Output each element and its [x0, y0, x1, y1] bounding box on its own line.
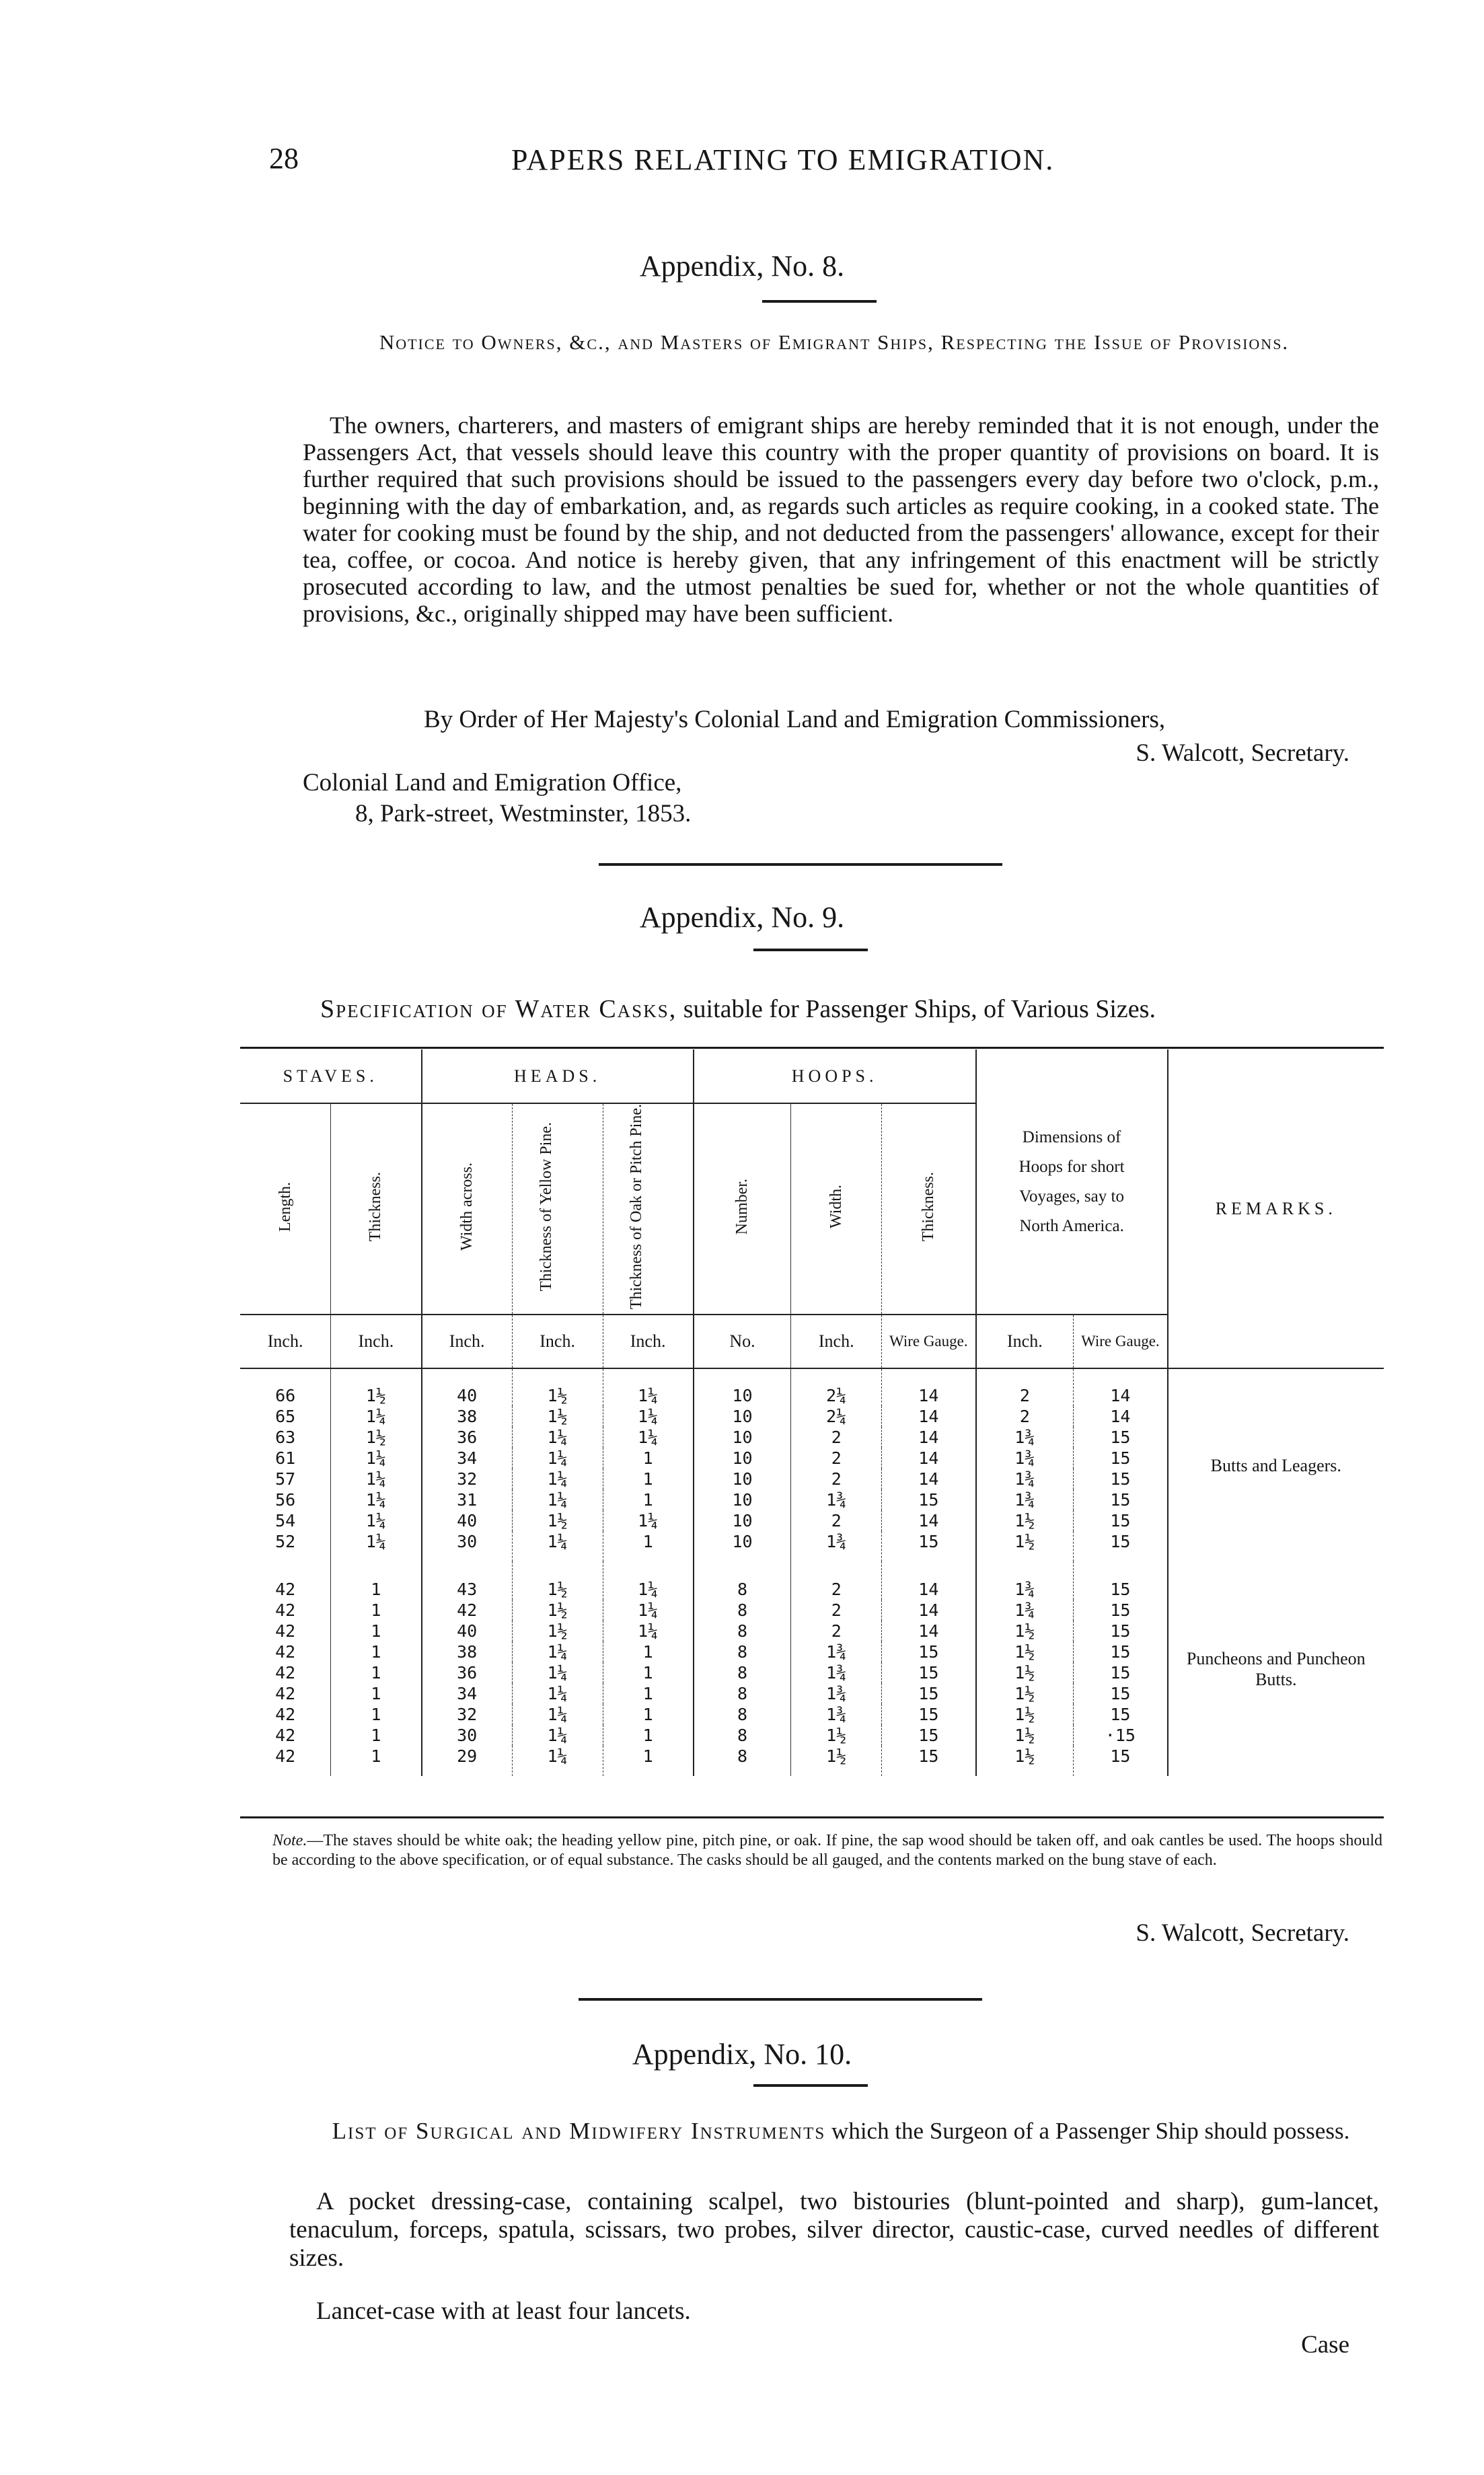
appendix-9-title-caps: Specification of Water Casks,	[320, 995, 677, 1023]
table-cell: 1	[603, 1469, 694, 1489]
table-cell: 1¾	[791, 1641, 882, 1662]
table-cell: 8	[694, 1621, 791, 1641]
table-cell: 1½	[976, 1746, 1074, 1776]
table-cell: 1¼	[512, 1427, 603, 1448]
table-cell: 56	[240, 1489, 331, 1510]
table-cell: 2	[791, 1510, 882, 1531]
table-cell: 1¼	[512, 1704, 603, 1725]
table-cell: 14	[882, 1368, 976, 1406]
table-cell: 15	[1074, 1448, 1168, 1469]
section-divider-1	[599, 863, 1002, 866]
table-cell: 1½	[512, 1600, 603, 1621]
table-cell: 38	[422, 1641, 513, 1662]
table-cell: 1	[603, 1662, 694, 1683]
table-cell: 1¼	[603, 1561, 694, 1600]
table-cell: 8	[694, 1600, 791, 1621]
table-cell: 1½	[512, 1510, 603, 1531]
table-cell: 10	[694, 1406, 791, 1427]
remark-cell: Butts and Leagers.	[1168, 1368, 1384, 1561]
table-cell: 57	[240, 1469, 331, 1489]
table-cell: 1½	[512, 1368, 603, 1406]
unit-cell: No.	[694, 1315, 791, 1368]
table-cell: 1¼	[603, 1621, 694, 1641]
appendix-9-heading: Appendix, No. 9.	[639, 901, 845, 934]
group-remarks: REMARKS.	[1215, 1198, 1337, 1218]
col-thickness-oak: Thickness of Oak or Pitch Pine.	[628, 1104, 646, 1310]
table-cell: 14	[1074, 1368, 1168, 1406]
table-cell: 8	[694, 1704, 791, 1725]
table-cell: 1	[603, 1641, 694, 1662]
table-cell: 2	[791, 1600, 882, 1621]
table-cell: 1¾	[791, 1662, 882, 1683]
water-casks-table	[240, 1049, 1384, 1776]
table-cell: 8	[694, 1641, 791, 1662]
table-cell: 15	[882, 1531, 976, 1561]
remark-cell: Puncheons and Puncheon Butts.	[1168, 1561, 1384, 1776]
table-cell: 8	[694, 1725, 791, 1746]
appendix-9-title-rest: suitable for Passenger Ships, of Various Sizes.	[677, 995, 1156, 1023]
table-cell: 1½	[976, 1704, 1074, 1725]
table-cell: 8	[694, 1662, 791, 1683]
table-cell: 15	[1074, 1746, 1168, 1776]
table-cell: 1	[331, 1561, 422, 1600]
table-cell: 1¾	[791, 1489, 882, 1510]
table-cell: 10	[694, 1469, 791, 1489]
table-cell: 1	[603, 1448, 694, 1469]
table-row	[240, 1368, 1384, 1406]
table-cell: 1¼	[512, 1469, 603, 1489]
table-cell: 1¼	[331, 1489, 422, 1510]
table-cell: 10	[694, 1510, 791, 1531]
catchword: Case	[1301, 2331, 1349, 2359]
note-label: Note.	[272, 1832, 307, 1849]
table-cell: 1	[331, 1746, 422, 1776]
table-cell: 31	[422, 1489, 513, 1510]
table-cell: 40	[422, 1368, 513, 1406]
table-cell: 1	[331, 1662, 422, 1683]
table-cell: 30	[422, 1725, 513, 1746]
appendix-10-paragraph-2: Lancet-case with at least four lancets.	[316, 2297, 691, 2325]
table-cell: 2	[791, 1427, 882, 1448]
table-cell: 2¼	[791, 1406, 882, 1427]
unit-cell: Inch.	[791, 1315, 882, 1368]
table-cell: 1¼	[331, 1406, 422, 1427]
table-cell: 1¼	[603, 1510, 694, 1531]
appendix-9-signature: S. Walcott, Secretary.	[1136, 1919, 1349, 1947]
group-dimensions: Dimensions of Hoops for short Voyages, say to North America.	[976, 1049, 1168, 1315]
table-cell: 2	[976, 1368, 1074, 1406]
table-cell: 1½	[976, 1621, 1074, 1641]
table-cell: 1¾	[976, 1600, 1074, 1621]
table-cell: 32	[422, 1704, 513, 1725]
table-cell: 1	[603, 1725, 694, 1746]
table-cell: 8	[694, 1561, 791, 1600]
table-cell: 1½	[976, 1510, 1074, 1531]
table-cell: 15	[882, 1704, 976, 1725]
butts-leagers-rows	[240, 1368, 1384, 1561]
note-text: —The staves should be white oak; the heading yellow pine, pitch pine, or oak. If pine, the sap wood should be taken off, and oak cantles be used. The hoops should be according to the above specification, or of equal substance. The casks should be all gauged, and the contents marked on the bung stave of each.	[272, 1832, 1382, 1869]
table-cell: 36	[422, 1662, 513, 1683]
table-cell: 1¼	[512, 1489, 603, 1510]
table-cell: 1¼	[331, 1531, 422, 1561]
appendix-10-heading: Appendix, No. 10.	[632, 2038, 852, 2071]
table-cell: 15	[1074, 1510, 1168, 1531]
table-cell: 1¼	[512, 1662, 603, 1683]
col-width-across: Width across.	[457, 1162, 476, 1251]
table-cell: 14	[882, 1600, 976, 1621]
table-cell: 65	[240, 1406, 331, 1427]
running-title: PAPERS RELATING TO EMIGRATION.	[511, 143, 1055, 176]
table-top-rule	[240, 1047, 1384, 1049]
table-cell: 61	[240, 1448, 331, 1469]
unit-cell: Inch.	[603, 1315, 694, 1368]
table-cell: 1¾	[976, 1427, 1074, 1448]
table-cell: 2	[791, 1621, 882, 1641]
table-cell: 1¾	[976, 1469, 1074, 1489]
table-cell: 42	[240, 1725, 331, 1746]
table-cell: 14	[1074, 1406, 1168, 1427]
table-cell: 66	[240, 1368, 331, 1406]
table-cell: 2	[791, 1469, 882, 1489]
table-cell: 2	[976, 1406, 1074, 1427]
table-cell: 10	[694, 1427, 791, 1448]
table-cell: 1	[331, 1600, 422, 1621]
table-cell: 1½	[512, 1406, 603, 1427]
appendix-8-heading-rule	[762, 300, 877, 303]
table-cell: 10	[694, 1368, 791, 1406]
table-cell: 52	[240, 1531, 331, 1561]
table-cell: 8	[694, 1746, 791, 1776]
table-cell: 1	[603, 1489, 694, 1510]
appendix-8-order-line: By Order of Her Majesty's Colonial Land and Emigration Commissioners,	[424, 706, 1166, 733]
table-cell: 32	[422, 1469, 513, 1489]
table-cell: 42	[240, 1561, 331, 1600]
table-cell: 1¼	[512, 1725, 603, 1746]
table-cell: 1¾	[791, 1704, 882, 1725]
table-cell: 1¾	[976, 1561, 1074, 1600]
table-cell: 1¼	[512, 1746, 603, 1776]
col-hoop-width: Width.	[827, 1185, 845, 1229]
appendix-8-signature: S. Walcott, Secretary.	[1136, 739, 1349, 767]
table-cell: 8	[694, 1683, 791, 1704]
table-cell: 40	[422, 1510, 513, 1531]
table-cell: 15	[882, 1641, 976, 1662]
table-cell: 2¼	[791, 1368, 882, 1406]
table-cell: 15	[882, 1683, 976, 1704]
table-cell: 42	[240, 1704, 331, 1725]
table-cell: 1½	[976, 1725, 1074, 1746]
table-cell: 15	[1074, 1561, 1168, 1600]
table-cell: 14	[882, 1510, 976, 1531]
table-cell: 1	[603, 1531, 694, 1561]
table-cell: 1¼	[603, 1406, 694, 1427]
table-cell: 1¾	[791, 1683, 882, 1704]
table-cell: 14	[882, 1448, 976, 1469]
appendix-9-title	[320, 994, 1156, 1024]
appendix-10-title	[289, 2118, 1393, 2145]
unit-cell: Wire Gauge.	[882, 1315, 976, 1368]
unit-cell: Inch.	[422, 1315, 513, 1368]
table-cell: 1½	[331, 1368, 422, 1406]
table-cell: 14	[882, 1561, 976, 1600]
unit-cell: Inch.	[240, 1315, 331, 1368]
table-cell: 1¼	[512, 1641, 603, 1662]
table-cell: 15	[1074, 1531, 1168, 1561]
table-cell: 1½	[512, 1621, 603, 1641]
col-thickness-yellow-pine: Thickness of Yellow Pine.	[537, 1121, 555, 1292]
table-cell: 1½	[512, 1561, 603, 1600]
table-cell: 1½	[791, 1746, 882, 1776]
table-cell: 1½	[976, 1531, 1074, 1561]
table-cell: 1	[603, 1746, 694, 1776]
section-divider-2	[579, 1998, 982, 2001]
table-cell: 34	[422, 1448, 513, 1469]
table-cell: 1	[603, 1683, 694, 1704]
table-cell: 15	[1074, 1662, 1168, 1683]
table-cell: 29	[422, 1746, 513, 1776]
table-cell: 1¾	[976, 1448, 1074, 1469]
table-cell: 1¼	[331, 1469, 422, 1489]
table-cell: 1¼	[512, 1531, 603, 1561]
table-cell: 1¾	[976, 1489, 1074, 1510]
table-cell: 2	[791, 1561, 882, 1600]
table-cell: 15	[882, 1489, 976, 1510]
table-cell: 30	[422, 1531, 513, 1561]
table-cell: 1	[603, 1704, 694, 1725]
table-cell: 1¾	[791, 1531, 882, 1561]
table-cell: 1¼	[603, 1600, 694, 1621]
appendix-10-paragraph-1: A pocket dressing-case, containing scalpel, two bistouries (blunt-pointed and sharp), gum-lancet, tenaculum, forceps, spatula, scissars, two probes, silver director, caustic-case, curved needles of different sizes.	[289, 2188, 1379, 2272]
table-cell: 1¼	[603, 1427, 694, 1448]
page-number: 28	[269, 142, 299, 175]
table-cell: 14	[882, 1406, 976, 1427]
table-cell: 1¼	[331, 1510, 422, 1531]
table-cell: 15	[1074, 1489, 1168, 1510]
puncheon-rows	[240, 1561, 1384, 1776]
table-cell: 42	[240, 1662, 331, 1683]
table-cell: 54	[240, 1510, 331, 1531]
table-cell: 1¼	[512, 1683, 603, 1704]
col-length: Length.	[276, 1181, 294, 1232]
table-cell: 15	[882, 1662, 976, 1683]
table-cell: 1¼	[331, 1448, 422, 1469]
table-cell: 1	[331, 1641, 422, 1662]
appendix-10-title-rest: which the Surgeon of a Passenger Ship should possess.	[825, 2118, 1350, 2144]
table-row	[240, 1561, 1384, 1600]
table-cell: 15	[1074, 1704, 1168, 1725]
table-cell: 1¼	[512, 1448, 603, 1469]
table-cell: 42	[240, 1600, 331, 1621]
unit-cell: Wire Gauge.	[1074, 1315, 1168, 1368]
table-cell: 1¼	[603, 1368, 694, 1406]
table-cell: 15	[1074, 1621, 1168, 1641]
table-cell: 15	[882, 1746, 976, 1776]
table-cell: 14	[882, 1621, 976, 1641]
table-cell: 36	[422, 1427, 513, 1448]
group-heads: HEADS.	[422, 1049, 694, 1103]
table-cell: 1	[331, 1621, 422, 1641]
table-cell: 63	[240, 1427, 331, 1448]
table-cell: 15	[1074, 1641, 1168, 1662]
table-cell: 1	[331, 1683, 422, 1704]
table-cell: 10	[694, 1448, 791, 1469]
appendix-8-title: Notice to Owners, &c., and Masters of Emigrant Ships, Respecting the Issue of Provisions.	[379, 330, 1290, 354]
unit-cell: Inch.	[331, 1315, 422, 1368]
table-cell: 1½	[976, 1683, 1074, 1704]
table-cell: 15	[1074, 1427, 1168, 1448]
col-hoop-thickness: Thickness.	[919, 1171, 937, 1242]
group-hoops: HOOPS.	[694, 1049, 976, 1103]
unit-cell: Inch.	[976, 1315, 1074, 1368]
col-stave-thickness: Thickness.	[367, 1171, 385, 1242]
appendix-8-body: The owners, charterers, and masters of emigrant ships are hereby reminded that it is not enough, under the Passengers Act, that vessels should leave this country with the proper quantity of provisions on board. It is further required that such provisions should be issued to the passengers every day before two o'clock, p.m., beginning with the day of embarkation, and, as regards such articles as require cooking, in a cooked state. The water for cooking must be found by the ship, and not deducted from the passengers' allowance, except for their tea, coffee, or cocoa. And notice is hereby given, that any infringement of this enactment will be strictly prosecuted according to law, and the utmost penalties be sued for, whether or not the whole quantities of provisions, &c., originally shipped may have been sufficient.	[303, 412, 1379, 627]
table-cell: 10	[694, 1489, 791, 1510]
table-cell: ·15	[1074, 1725, 1168, 1746]
table-cell: 42	[240, 1683, 331, 1704]
office-line-2: 8, Park-street, Westminster, 1853.	[355, 800, 692, 827]
table-cell: 1½	[976, 1641, 1074, 1662]
appendix-8-heading: Appendix, No. 8.	[639, 250, 845, 283]
col-hoop-number: Number.	[733, 1178, 751, 1235]
appendix-9-heading-rule	[753, 949, 868, 951]
table-cell: 1½	[791, 1725, 882, 1746]
appendix-10-heading-rule	[753, 2084, 868, 2087]
table-cell: 40	[422, 1621, 513, 1641]
table-cell: 43	[422, 1561, 513, 1600]
table-cell: 38	[422, 1406, 513, 1427]
unit-cell: Inch.	[512, 1315, 603, 1368]
appendix-10-title-caps: List of Surgical and Midwifery Instruments	[332, 2118, 826, 2144]
table-cell: 10	[694, 1531, 791, 1561]
office-line-1: Colonial Land and Emigration Office,	[303, 769, 682, 797]
table-cell: 1	[331, 1725, 422, 1746]
table-cell: 1	[331, 1704, 422, 1725]
table-cell: 34	[422, 1683, 513, 1704]
table-cell: 1½	[331, 1427, 422, 1448]
table-cell: 1½	[976, 1662, 1074, 1683]
table-cell: 15	[1074, 1469, 1168, 1489]
table-cell: 42	[240, 1641, 331, 1662]
table-cell: 42	[240, 1746, 331, 1776]
table-cell: 42	[422, 1600, 513, 1621]
table-bottom-rule	[240, 1816, 1384, 1818]
table-cell: 15	[882, 1725, 976, 1746]
table-cell: 2	[791, 1448, 882, 1469]
table-cell: 14	[882, 1427, 976, 1448]
table-cell: 14	[882, 1469, 976, 1489]
appendix-9-note	[272, 1831, 1382, 1870]
group-staves: STAVES.	[240, 1049, 422, 1103]
table-cell: 42	[240, 1621, 331, 1641]
table-cell: 15	[1074, 1600, 1168, 1621]
table-cell: 15	[1074, 1683, 1168, 1704]
